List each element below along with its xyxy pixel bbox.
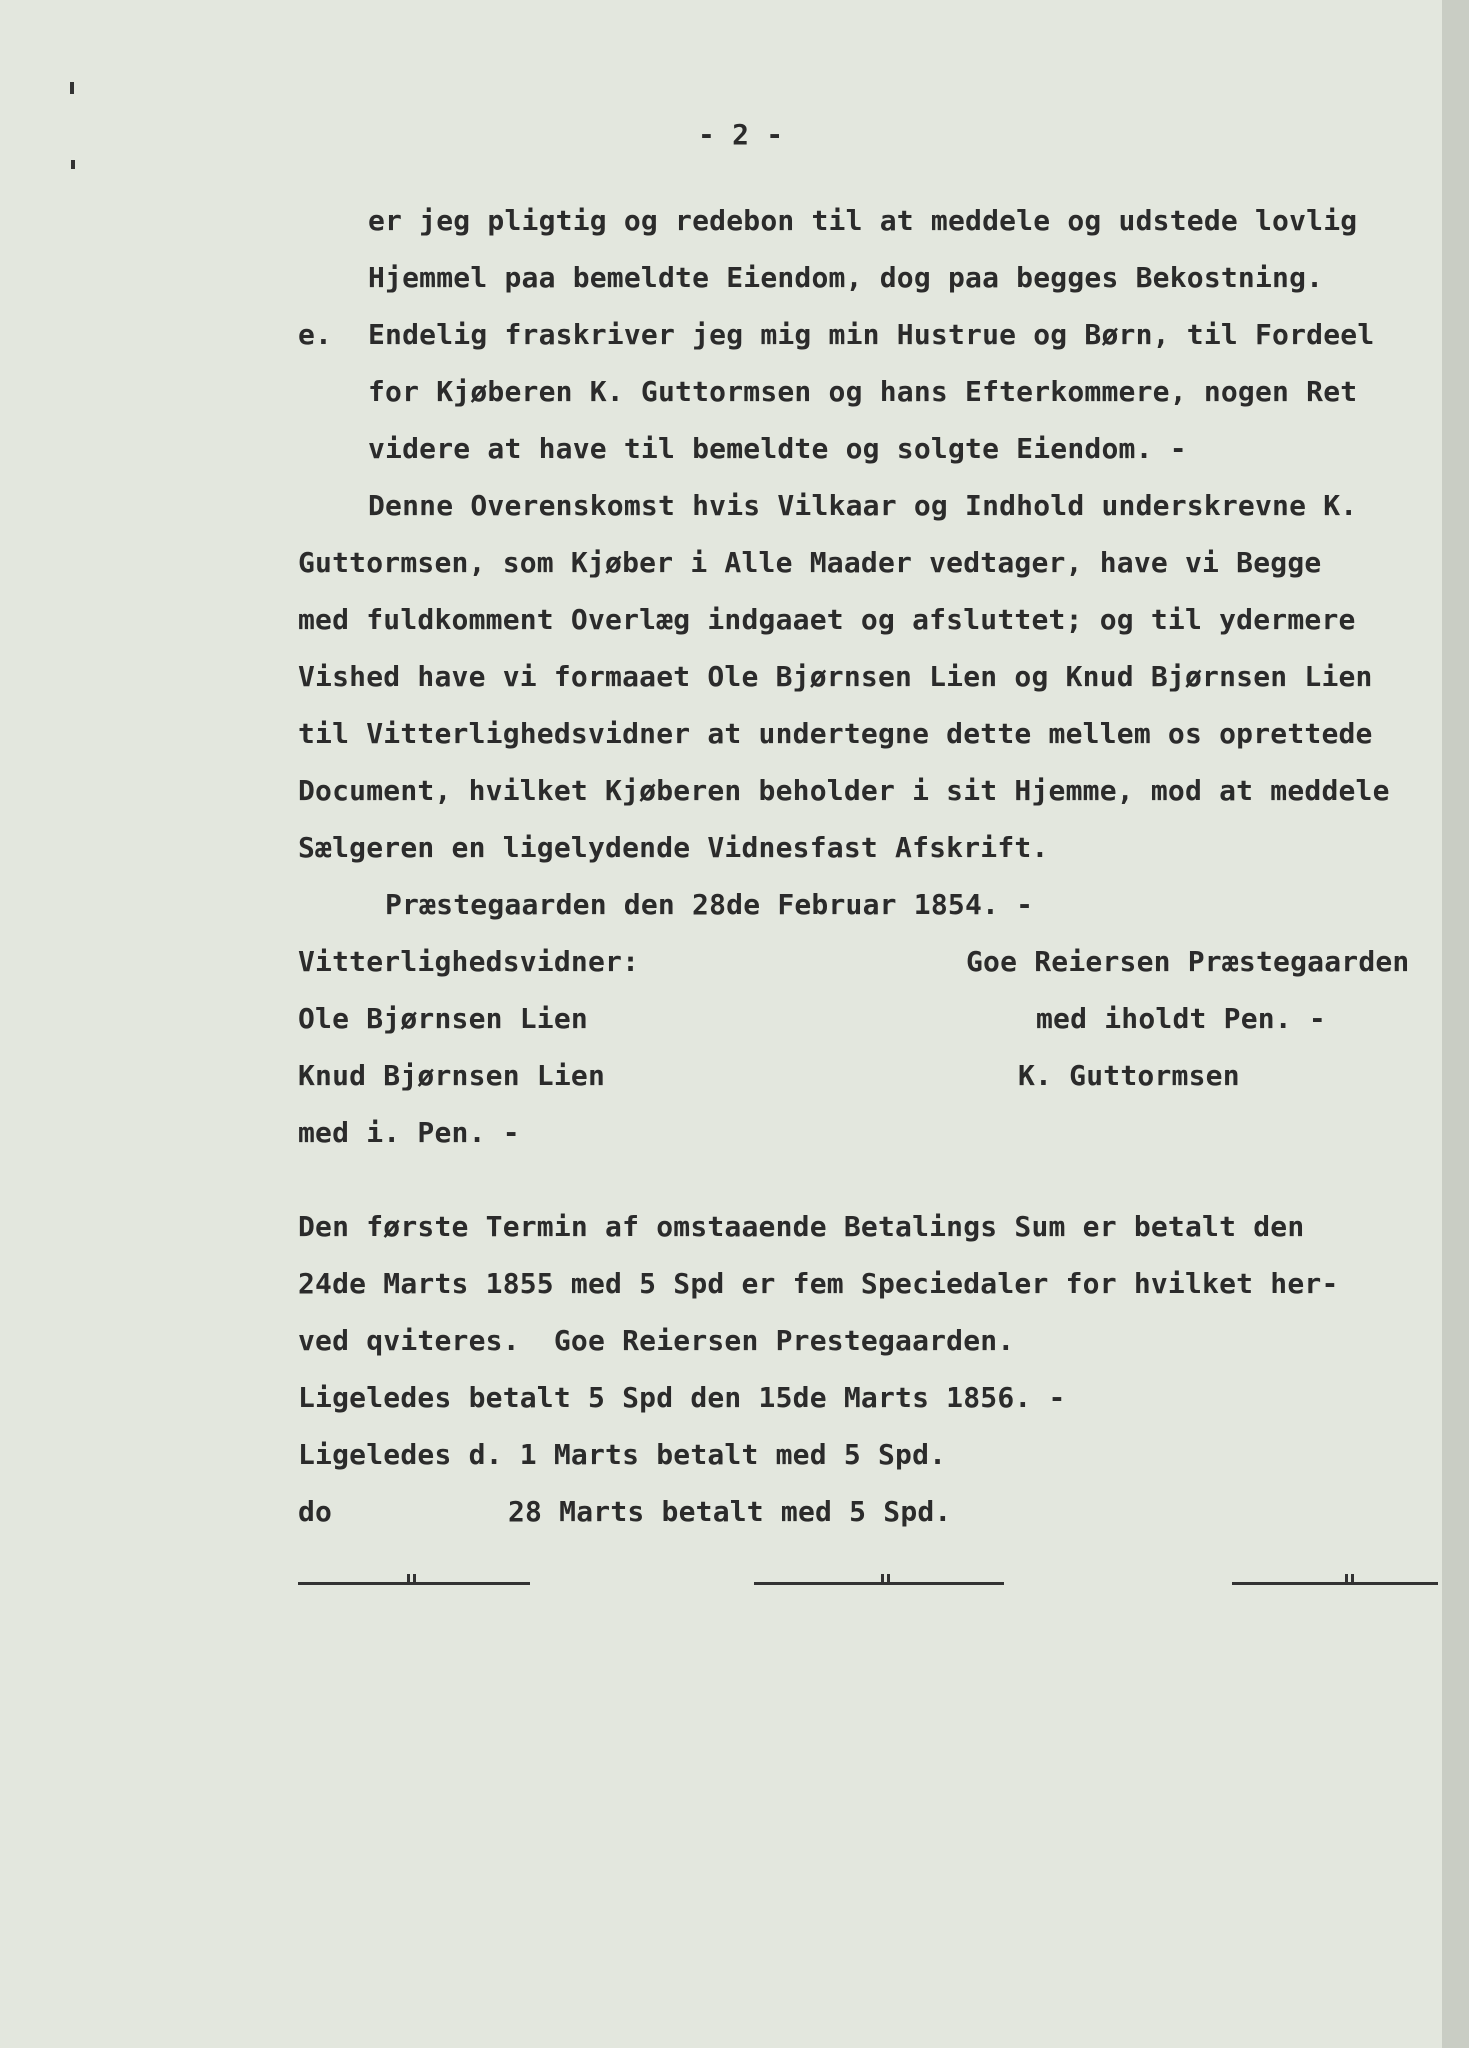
page-number: - 2 - xyxy=(698,118,784,151)
payment-line: Ligeledes betalt 5 Spd den 15de Marts 1856. - xyxy=(298,1381,1066,1414)
text-line: for Kjøberen K. Guttormsen og hans Efterkommere, nogen Ret xyxy=(368,375,1358,408)
text-line: Denne Overenskomst hvis Vilkaar og Indhold underskrevne K. xyxy=(368,489,1358,522)
payment-line: ved qviteres. Goe Reiersen Prestegaarden. xyxy=(298,1324,1015,1357)
closing-rule-mark xyxy=(407,1574,410,1583)
text-line: Endelig fraskriver jeg mig min Hustrue og Børn, til Fordeel xyxy=(368,318,1375,351)
payment-line: 28 Marts betalt med 5 Spd. xyxy=(508,1495,952,1528)
text-line: til Vitterlighedsvidner at undertegne dette mellem os oprettede xyxy=(298,717,1373,750)
text-line: er jeg pligtig og redebon til at meddele og udstede lovlig xyxy=(368,204,1358,237)
page-edge xyxy=(1442,0,1469,2048)
item-marker: e. xyxy=(298,318,333,351)
closing-rule-mark xyxy=(1345,1574,1348,1583)
closing-rule-mark xyxy=(881,1574,884,1583)
text-line: Sælgeren en ligelydende Vidnesfast Afskrift. xyxy=(298,831,1049,864)
witness-name: Ole Bjørnsen Lien xyxy=(298,1002,588,1035)
closing-rule-mark xyxy=(413,1574,416,1583)
payment-line: Den første Termin af omstaaende Betalings Sum er betalt den xyxy=(298,1210,1305,1243)
closing-rule xyxy=(1232,1582,1438,1585)
payment-line: 24de Marts 1855 med 5 Spd er fem Speciedaler for hvilket her- xyxy=(298,1267,1339,1300)
ditto-mark: do xyxy=(298,1495,333,1528)
text-line: videre at have til bemeldte og solgte Eiendom. - xyxy=(368,432,1187,465)
witness-name: Knud Bjørnsen Lien xyxy=(298,1059,606,1092)
binding-mark-top xyxy=(70,82,74,94)
witness-note: med i. Pen. - xyxy=(298,1116,520,1149)
closing-rule-mark xyxy=(1351,1574,1354,1583)
closing-rule-mark xyxy=(887,1574,890,1583)
text-line: Vished have vi formaaet Ole Bjørnsen Lien og Knud Bjørnsen Lien xyxy=(298,660,1373,693)
witnesses-heading: Vitterlighedsvidner: xyxy=(298,945,640,978)
binding-mark-bottom xyxy=(71,160,75,169)
signatory-line: Goe Reiersen Præstegaarden xyxy=(966,945,1410,978)
date-line: Præstegaarden den 28de Februar 1854. - xyxy=(385,888,1034,921)
payment-line: Ligeledes d. 1 Marts betalt med 5 Spd. xyxy=(298,1438,947,1471)
closing-rule xyxy=(754,1582,1004,1585)
signatory-line: K. Guttormsen xyxy=(1018,1059,1240,1092)
text-line: med fuldkomment Overlæg indgaaet og afsluttet; og til ydermere xyxy=(298,603,1356,636)
text-line: Guttormsen, som Kjøber i Alle Maader vedtager, have vi Begge xyxy=(298,546,1322,579)
text-line: Hjemmel paa bemeldte Eiendom, dog paa begges Bekostning. xyxy=(368,261,1324,294)
text-line: Document, hvilket Kjøberen beholder i sit Hjemme, mod at meddele xyxy=(298,774,1390,807)
signatory-line: med iholdt Pen. - xyxy=(1036,1002,1326,1035)
